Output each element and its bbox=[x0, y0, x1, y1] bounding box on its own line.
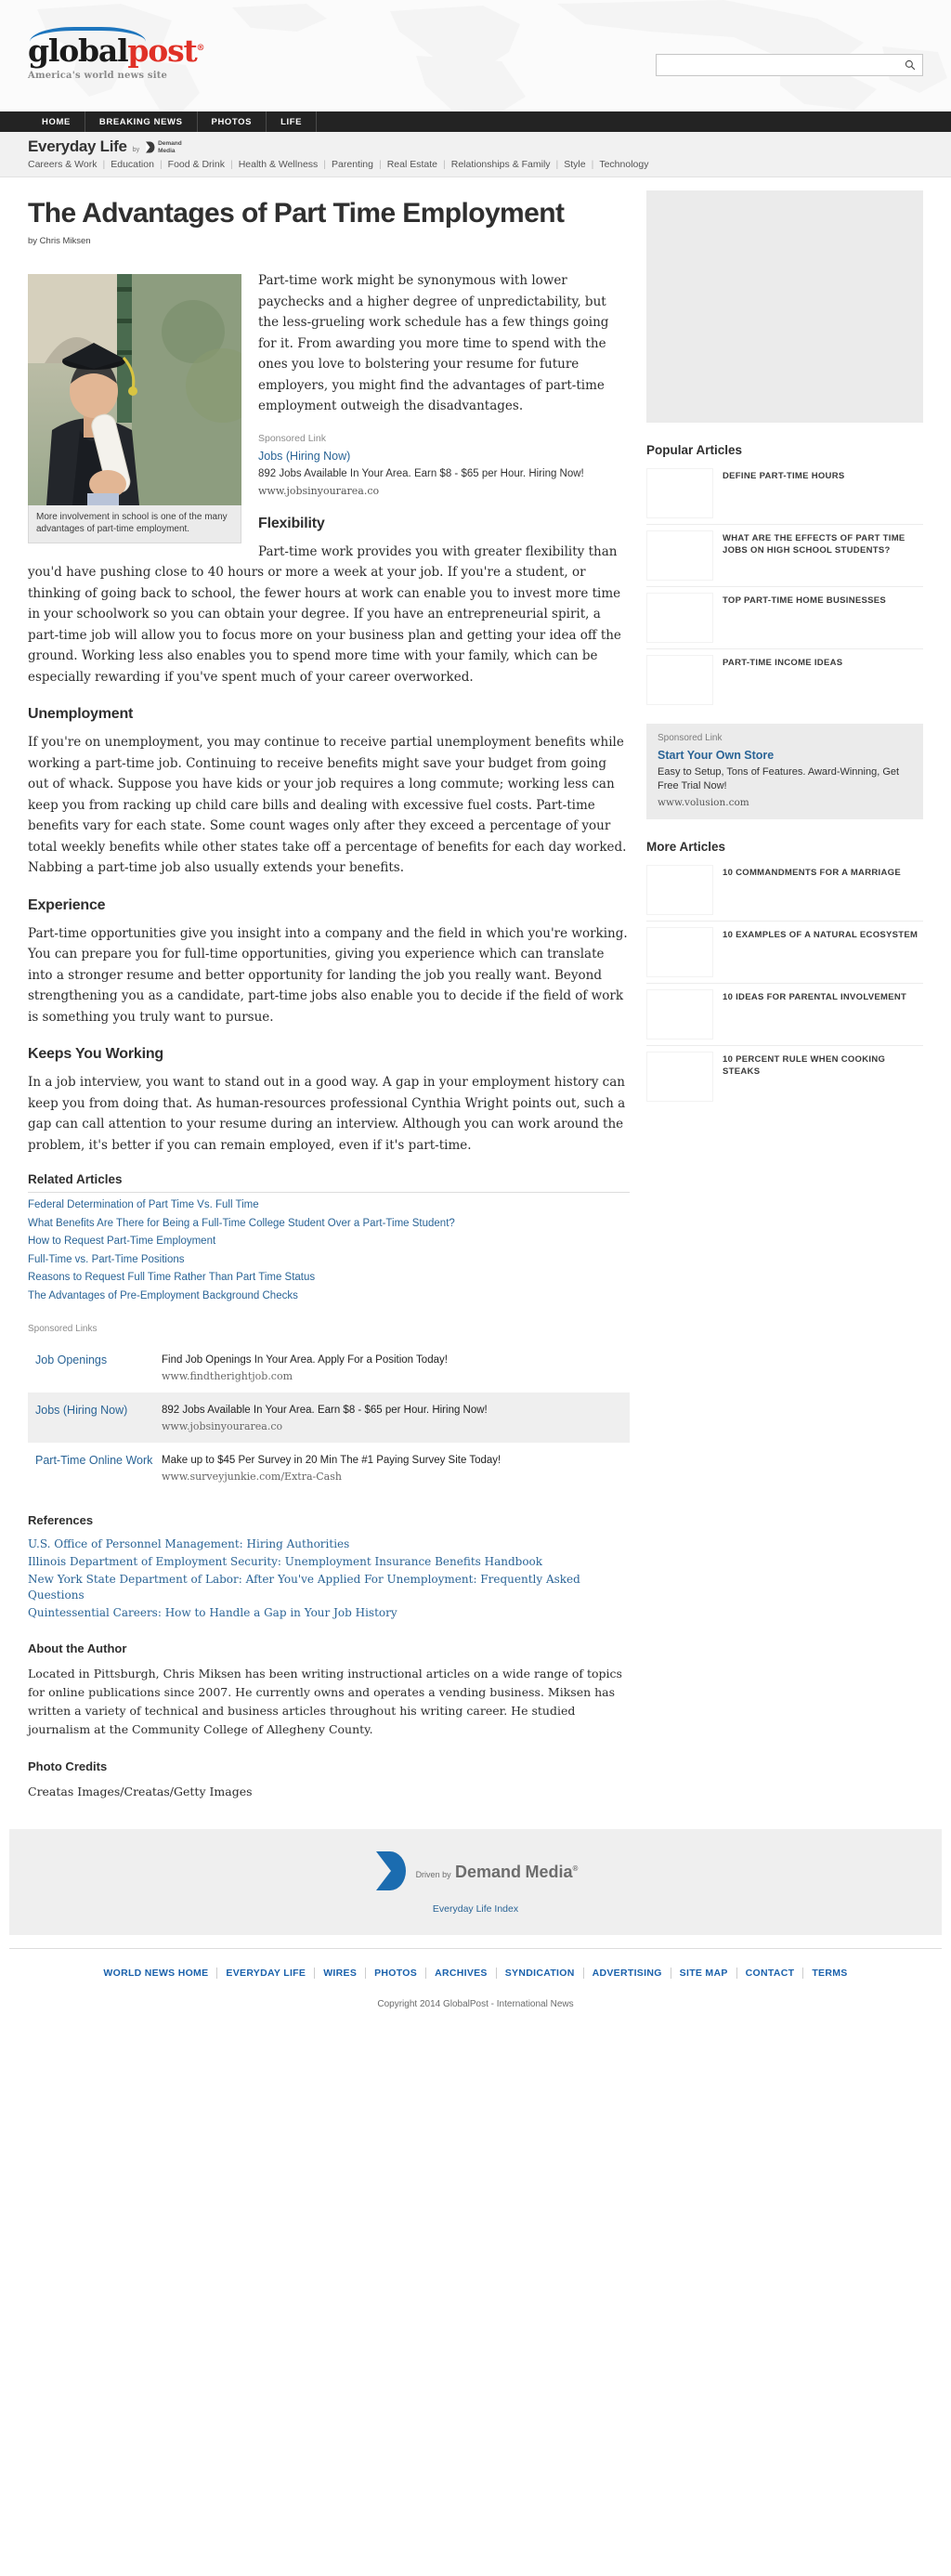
references-block bbox=[28, 1513, 630, 1621]
list-item[interactable] bbox=[646, 983, 923, 1045]
footer-link-world-news-home[interactable]: WORLD NEWS HOME bbox=[95, 1968, 217, 1979]
subnav-item-food-drink[interactable]: Food & Drink bbox=[167, 159, 225, 170]
article-title-link[interactable]: TOP PART-TIME HOME BUSINESSES bbox=[723, 595, 887, 606]
article-intro: Part-time work might be synonymous with lower paychecks and a higher degree of unpredictability, but the less-grueling work schedule has a few things going for it. From awarding you more time to spend with the ones you love to bolstering your resume for future employers, you might find the advantages of part-time employment outweigh the disadvantages. bbox=[258, 273, 609, 413]
section-heading-flexibility: Flexibility bbox=[258, 515, 325, 531]
article-title-link[interactable]: 10 IDEAS FOR PARENTAL INVOLVEMENT bbox=[723, 992, 907, 1002]
demand-media-footer-card bbox=[9, 1829, 942, 1935]
footer-link-everyday-life[interactable]: EVERYDAY LIFE bbox=[217, 1968, 315, 1979]
subnav-item-education[interactable]: Education bbox=[111, 159, 154, 170]
subnav-separator: | bbox=[102, 159, 106, 170]
list-item[interactable] bbox=[646, 648, 923, 711]
list-item[interactable] bbox=[646, 921, 923, 983]
demand-media-mark-icon bbox=[145, 141, 155, 153]
subnav-separator: | bbox=[229, 159, 233, 170]
list-item[interactable] bbox=[646, 586, 923, 648]
article-title-link[interactable]: 10 PERCENT RULE WHEN COOKING STEAKS bbox=[723, 1054, 886, 1077]
sponsored-link-title[interactable]: Jobs (Hiring Now) bbox=[35, 1404, 128, 1417]
inline-sponsored-description: 892 Jobs Available In Your Area. Earn $8 - $65 per Hour. Hiring Now! bbox=[258, 467, 584, 479]
footer-link-terms[interactable]: TERMS bbox=[812, 1968, 848, 1979]
sidebar-sponsored-link bbox=[646, 724, 923, 819]
about-author-text: Located in Pittsburgh, Chris Miksen has been writing instructional articles on a wide range of topics for online publications since 2007. He currently owns and operates a vending business. Miksen has written a variety of technical and business articles throughout his writing career. He studied journalism at the Community College of Allegheny County. bbox=[28, 1667, 622, 1736]
copyright-text: Copyright 2014 GlobalPost - International News bbox=[377, 1999, 574, 2009]
article-thumbnail bbox=[646, 593, 713, 643]
demand-media-logo bbox=[145, 140, 182, 156]
search-button[interactable] bbox=[898, 55, 922, 75]
related-articles bbox=[28, 1172, 630, 1303]
section-heading-experience: Experience bbox=[28, 896, 106, 913]
related-articles-heading: Related Articles bbox=[28, 1172, 123, 1186]
reference-link[interactable]: New York State Department of Labor: After You've Applied For Unemployment: Frequently Asked Questions bbox=[28, 1573, 580, 1602]
logo-arc-icon bbox=[30, 27, 146, 42]
related-article-link[interactable]: Federal Determination of Part Time Vs. Full Time bbox=[28, 1199, 259, 1210]
list-item[interactable] bbox=[646, 463, 923, 524]
logo-global: global bbox=[28, 33, 128, 69]
reference-link[interactable]: U.S. Office of Personnel Management: Hiring Authorities bbox=[28, 1537, 350, 1550]
sponsored-link-row[interactable] bbox=[28, 1342, 630, 1393]
article-title-link[interactable]: 10 EXAMPLES OF A NATURAL ECOSYSTEM bbox=[723, 930, 918, 940]
list-item[interactable] bbox=[646, 524, 923, 586]
reference-link[interactable]: Illinois Department of Employment Security: Unemployment Insurance Benefits Handbook bbox=[28, 1555, 543, 1568]
article-title-link[interactable]: 10 COMMANDMENTS FOR A MARRIAGE bbox=[723, 868, 901, 878]
popular-articles-heading: Popular Articles bbox=[646, 443, 743, 457]
demand-media-brand1: Demand bbox=[455, 1863, 522, 1881]
demand-media-big-mark-icon bbox=[373, 1850, 409, 1892]
inline-sponsored-title[interactable]: Jobs (Hiring Now) bbox=[258, 449, 351, 463]
subnav-separator: | bbox=[378, 159, 382, 170]
subnav-separator: | bbox=[443, 159, 446, 170]
references-heading: References bbox=[28, 1513, 94, 1527]
sponsored-link-url: www.surveyjunkie.com/Extra-Cash bbox=[162, 1471, 342, 1483]
sidebar-sponsored-title[interactable]: Start Your Own Store bbox=[658, 749, 775, 762]
subnav-item-relationships-family[interactable]: Relationships & Family bbox=[450, 159, 551, 170]
article-thumbnail bbox=[646, 530, 713, 581]
subnav-item-style[interactable]: Style bbox=[564, 159, 586, 170]
subnav-separator: | bbox=[555, 159, 559, 170]
article-byline: by Chris Miksen bbox=[28, 236, 91, 246]
article-title-link[interactable]: PART-TIME INCOME IDEAS bbox=[723, 658, 843, 668]
inline-sponsored-url: www.jobsinyourarea.co bbox=[258, 484, 380, 497]
section-body: Part-time work provides you with greater flexibility than you'd have pushing close to 40 hours or more a week at your job. If you're a student, or thinking of going back to school, the fewer hours at work can enable you to invest more time in your schoolwork so you can obtain your degree. If you have an entrepreneurial spirit, a part-time job will allow you to focus more on your business plan and getting your idea off the ground. Working less also enables you to spend more time with your family, which can be especially rewarding if you've spent much of your career overworked. bbox=[28, 543, 621, 685]
subnav-item-parenting[interactable]: Parenting bbox=[332, 159, 373, 170]
footer-link-site-map[interactable]: SITE MAP bbox=[671, 1968, 737, 1979]
subnav-separator: | bbox=[159, 159, 163, 170]
sponsored-link-row[interactable] bbox=[28, 1393, 630, 1443]
article-thumbnail bbox=[646, 865, 713, 915]
sidebar-sponsored-url: www.volusion.com bbox=[658, 797, 749, 808]
channel-title: Everyday Life bbox=[28, 137, 127, 155]
more-articles-heading: More Articles bbox=[646, 840, 726, 854]
article-thumbnail bbox=[646, 468, 713, 518]
channel-bar bbox=[0, 132, 951, 177]
footer-link-wires[interactable]: WIRES bbox=[315, 1968, 366, 1979]
graduate-photo-illustration bbox=[28, 274, 241, 505]
sponsored-link-title[interactable]: Part-Time Online Work bbox=[35, 1454, 153, 1467]
sidebar-sponsored-label: Sponsored Link bbox=[658, 733, 723, 743]
about-author-block bbox=[28, 1641, 630, 1739]
subnav-item-technology[interactable]: Technology bbox=[599, 159, 649, 170]
subnav-separator: | bbox=[323, 159, 327, 170]
footer-link-syndication[interactable]: SYNDICATION bbox=[497, 1968, 584, 1979]
sponsored-link-title[interactable]: Job Openings bbox=[35, 1353, 108, 1366]
more-articles-list bbox=[646, 859, 923, 1107]
search-icon bbox=[905, 59, 916, 71]
footer-link-archives[interactable]: ARCHIVES bbox=[426, 1968, 497, 1979]
footer-link-advertising[interactable]: ADVERTISING bbox=[584, 1968, 671, 1979]
related-article-link[interactable]: How to Request Part-Time Employment bbox=[28, 1236, 216, 1247]
demand-media-line1: Demand bbox=[158, 140, 182, 147]
nav-item-home[interactable]: HOME bbox=[28, 111, 85, 132]
list-item[interactable] bbox=[646, 859, 923, 921]
photo-credits-heading: Photo Credits bbox=[28, 1759, 108, 1773]
nav-item-breaking-news[interactable]: BREAKING NEWS bbox=[85, 111, 198, 132]
subnav-separator: | bbox=[591, 159, 594, 170]
footer-link-photos[interactable]: PHOTOS bbox=[366, 1968, 426, 1979]
related-article-link[interactable]: What Benefits Are There for Being a Full-Time College Student Over a Part-Time Student? bbox=[28, 1217, 455, 1229]
channel-subnav bbox=[28, 159, 923, 170]
photo-credits-text: Creatas Images/Creatas/Getty Images bbox=[28, 1785, 253, 1798]
footer-navigation bbox=[9, 1949, 942, 1979]
sidebar-sponsored-description: Easy to Setup, Tons of Features. Award-Winning, Get Free Trial Now! bbox=[658, 766, 900, 791]
inline-sponsored-label: Sponsored Link bbox=[258, 432, 326, 444]
sponsored-link-description: 892 Jobs Available In Your Area. Earn $8 - $65 per Hour. Hiring Now! bbox=[162, 1405, 488, 1416]
search-box[interactable] bbox=[656, 54, 923, 76]
demand-media-line2: Media bbox=[158, 147, 176, 154]
article-title-link[interactable]: WHAT ARE THE EFFECTS OF PART TIME JOBS ON HIGH SCHOOL STUDENTS? bbox=[723, 533, 905, 556]
section-heading-keeps-you-working: Keeps You Working bbox=[28, 1046, 163, 1062]
site-tagline: America's world news site bbox=[28, 71, 168, 81]
section-heading-unemployment: Unemployment bbox=[28, 706, 134, 722]
section-body: In a job interview, you want to stand out in a good way. A gap in your employment history can keep you from doing that. As human-resources professional Cynthia Wright points out, such a gap can call attention to your resume during an interview. Although you can work around the problem, it's better if you can remain employed, even if it's part-time. bbox=[28, 1075, 626, 1153]
subnav-item-health-wellness[interactable]: Health & Wellness bbox=[238, 159, 319, 170]
sponsored-links-block bbox=[28, 1324, 630, 1493]
reference-link[interactable]: Quintessential Careers: How to Handle a Gap in Your Job History bbox=[28, 1606, 397, 1619]
sponsored-link-url: www.findtherightjob.com bbox=[162, 1370, 293, 1382]
related-article-link[interactable]: The Advantages of Pre-Employment Background Checks bbox=[28, 1289, 298, 1301]
article-thumbnail bbox=[646, 655, 713, 705]
list-item[interactable] bbox=[646, 1045, 923, 1107]
site-header bbox=[0, 0, 951, 111]
sponsored-link-description: Find Job Openings In Your Area. Apply For a Position Today! bbox=[162, 1354, 448, 1366]
article-title-link[interactable]: DEFINE PART-TIME HOURS bbox=[723, 471, 845, 481]
popular-articles-list bbox=[646, 463, 923, 711]
article-thumbnail bbox=[646, 989, 713, 1040]
logo-registered-icon: ® bbox=[196, 44, 204, 53]
photo-credits-block bbox=[28, 1759, 630, 1801]
logo-post: post bbox=[127, 33, 197, 69]
figure-caption: More involvement in school is one of the many advantages of part-time employment. bbox=[28, 505, 241, 543]
subnav-item-careers-work[interactable]: Careers & Work bbox=[28, 159, 98, 170]
article-figure bbox=[28, 274, 241, 543]
sidebar bbox=[646, 177, 923, 1107]
article-body bbox=[28, 270, 630, 1156]
main-navigation bbox=[0, 111, 951, 132]
article-thumbnail bbox=[646, 927, 713, 977]
related-divider bbox=[28, 1192, 630, 1193]
globalpost-logo-text bbox=[28, 33, 204, 69]
sponsored-link-url: www.jobsinyourarea.co bbox=[162, 1420, 283, 1432]
footer-link-contact[interactable]: CONTACT bbox=[737, 1968, 804, 1979]
page-title: The Advantages of Part Time Employment bbox=[28, 198, 565, 229]
demand-media-driven-by: Driven by bbox=[415, 1870, 451, 1879]
everyday-life-index-link[interactable]: Everyday Life Index bbox=[432, 1903, 519, 1915]
nav-item-photos[interactable]: PHOTOS bbox=[198, 111, 267, 132]
channel-by-label: by bbox=[132, 147, 140, 153]
related-article-link[interactable]: Full-Time vs. Part-Time Positions bbox=[28, 1253, 185, 1265]
site-logo[interactable] bbox=[28, 35, 203, 81]
about-author-heading: About the Author bbox=[28, 1641, 127, 1655]
sponsored-links-label: Sponsored Links bbox=[28, 1324, 98, 1334]
article-photo bbox=[28, 274, 241, 505]
search-input[interactable] bbox=[657, 55, 898, 75]
related-article-link[interactable]: Reasons to Request Full Time Rather Than Part Time Status bbox=[28, 1272, 316, 1283]
section-body: Part-time opportunities give you insight into a company and the field in which you're working. You can prepare you for full-time opportunities, giving you experience which can translate into a stronger resume and better opportunity for landing the job you really want. Beyond strengthening you as a candidate, part-time jobs also enable you to decide if the field of work is something you truly want to pursue. bbox=[28, 925, 628, 1025]
main-column bbox=[28, 177, 630, 1801]
ad-slot-top[interactable] bbox=[646, 190, 923, 423]
demand-media-brand2: Media® bbox=[525, 1863, 579, 1881]
article-thumbnail bbox=[646, 1052, 713, 1102]
demand-media-reg-icon: ® bbox=[572, 1864, 579, 1873]
section-body: If you're on unemployment, you may continue to receive partial unemployment benefits while working a part-time job. Continuing to receive benefits might save your budget from going out of whack. Suppose you have kids or your job requires a long commute; working less can keep you from racking up child care bills and dealing with excessive fuel costs. Part-time benefits vary for each state. Some count wages only after they exceed a percentage of your total weekly benefits while other states take off a percentage of benefits for each day worked. Nabbing a part-time job also usually extends your benefits. bbox=[28, 735, 627, 875]
sponsored-link-row[interactable] bbox=[28, 1443, 630, 1493]
sponsored-link-description: Make up to $45 Per Survey in 20 Min The #1 Paying Survey Site Today! bbox=[162, 1455, 502, 1466]
nav-item-life[interactable]: LIFE bbox=[267, 111, 317, 132]
subnav-item-real-estate[interactable]: Real Estate bbox=[386, 159, 437, 170]
